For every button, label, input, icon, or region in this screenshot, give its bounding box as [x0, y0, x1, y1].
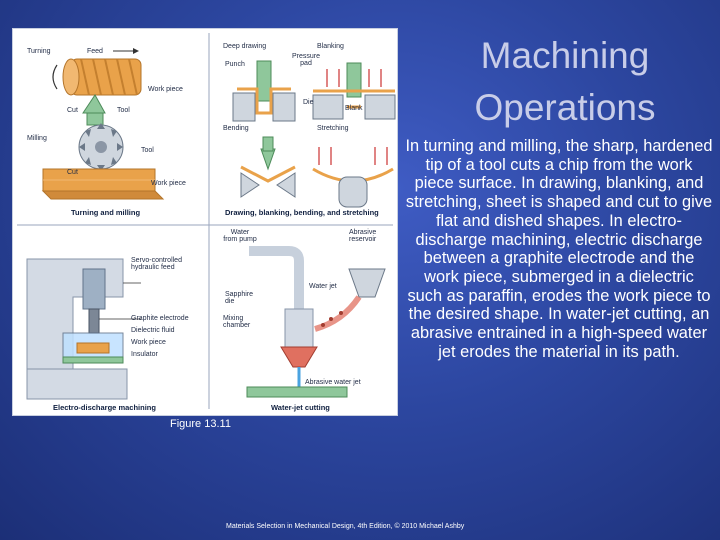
slide-body-text: In turning and milling, the sharp, hardened tip of a tool cuts a chip from the work piece surface. In drawing, blanking, and stretching, sheet is shaped and cut to give flat and dished shapes. In electro-discharge machining, electric discharge between a graphite electrode and the work piece, submerged in a dielectric such as paraffin, erodes the work piece to the desired shape. In water-jet cutting, an abrasive entrained in a high-speed water jet erodes the material in its path. [405, 137, 713, 361]
slide-footer: Materials Selection in Mechanical Design, 4th Edition, © 2010 Michael Ashby [226, 523, 465, 530]
label-work-piece-edm: Work piece [131, 339, 166, 346]
label-abrasive-water-jet: Abrasive water jet [305, 379, 361, 386]
label-bending: Bending [223, 125, 249, 132]
bending-diagram [241, 137, 295, 197]
edm-diagram [27, 259, 141, 399]
label-tool-milling: Tool [141, 147, 154, 154]
label-punch: Punch [225, 61, 245, 68]
milling-diagram [43, 123, 163, 199]
label-cut-milling: Cut [67, 169, 78, 176]
label-water-from-pump: Water from pump [223, 229, 257, 243]
label-sapphire-die: Sapphire die [225, 291, 254, 305]
stretching-diagram [313, 147, 393, 207]
label-insulator: Insulator [131, 351, 158, 358]
caption-water-jet: Water-jet cutting [271, 403, 330, 412]
figure-13-11-image [12, 28, 398, 416]
label-blanking: Blanking [317, 43, 344, 50]
label-graphite-electrode: Graphite electrode [131, 315, 189, 322]
label-turning: Turning [27, 48, 51, 55]
figure-caption: Figure 13.11 [170, 418, 231, 430]
waterjet-diagram [247, 251, 385, 397]
label-milling: Milling [27, 135, 47, 142]
label-work-piece-turning: Work piece [148, 86, 183, 93]
label-abrasive-reservoir: Abrasive reservoir [349, 229, 377, 243]
label-stretching: Stretching [317, 125, 349, 132]
label-deep-drawing: Deep drawing [223, 43, 267, 50]
caption-turning-milling: Turning and milling [71, 208, 141, 217]
caption-edm: Electro-discharge machining [53, 403, 156, 412]
label-feed: Feed [87, 48, 103, 55]
label-die: Die [303, 99, 314, 106]
deep-drawing-diagram [233, 61, 295, 121]
label-pressure-pad: Pressure pad [291, 53, 320, 67]
label-water-jet: Water jet [309, 283, 337, 290]
label-work-piece-milling: Work piece [151, 180, 186, 187]
label-cut-turning: Cut [67, 107, 78, 114]
label-tool-turning: Tool [117, 107, 130, 114]
label-servo-feed: Servo-controlled hydraulic feed [131, 257, 182, 271]
label-mixing-chamber: Mixing chamber [223, 315, 251, 329]
machining-illustration [13, 29, 397, 415]
label-blank: Blank [345, 105, 363, 112]
caption-sheet-forming: Drawing, blanking, bending, and stretching [225, 208, 379, 217]
label-dielectric-fluid: Dielectric fluid [131, 327, 175, 334]
slide-title: Machining Operations [474, 35, 656, 128]
